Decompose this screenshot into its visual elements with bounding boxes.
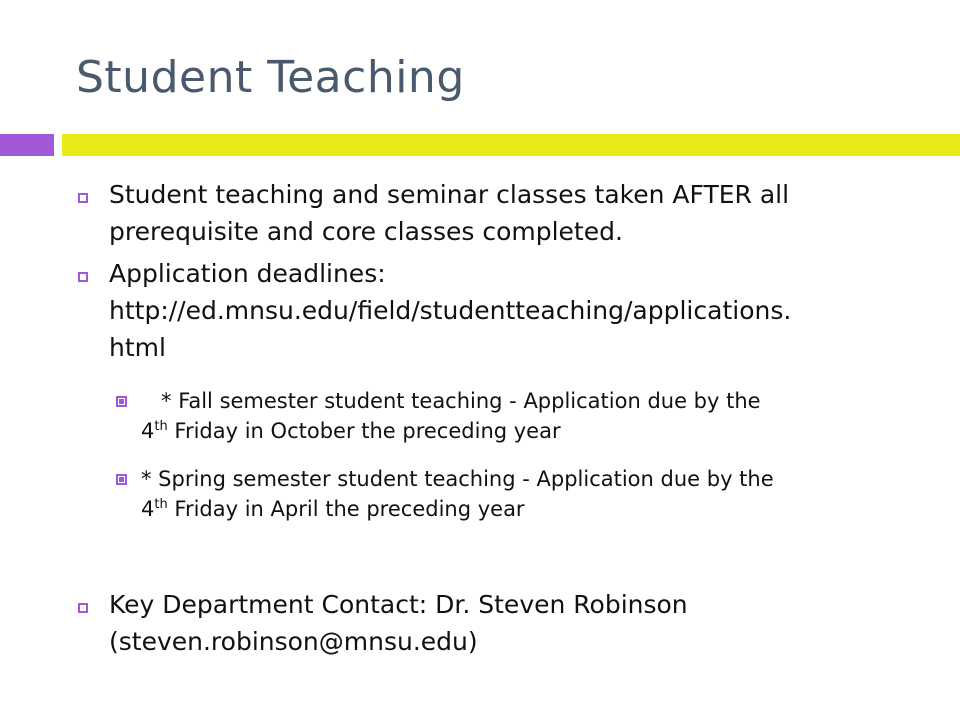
contact-email[interactable]: (steven.robinson@mnsu.edu) — [109, 627, 478, 656]
bullet-line: Application deadlines: — [109, 259, 386, 288]
bullet-marker-3 — [78, 603, 88, 613]
title-rule-yellow — [62, 134, 960, 156]
subbullet-marker-1 — [116, 396, 127, 407]
bullet-marker-2 — [78, 272, 88, 282]
page-title: Student Teaching — [76, 52, 465, 103]
bullet-line: prerequisite and core classes completed. — [109, 217, 623, 246]
subbullet-spring — [141, 464, 774, 524]
application-link[interactable]: http://ed.mnsu.edu/field/studentteaching/applications. — [109, 296, 792, 325]
bullet-line: Key Department Contact: Dr. Steven Robinson — [109, 590, 688, 619]
title-rule-purple — [0, 134, 54, 156]
subbullet-rest: Friday in October the preceding year — [167, 419, 561, 443]
ordinal-number: 4 — [141, 419, 155, 443]
subbullet-line — [141, 494, 774, 524]
ordinal-suffix: th — [154, 497, 168, 512]
subbullet-line: * Spring semester student teaching - Application due by the — [141, 467, 774, 491]
bullet-key-contact — [109, 586, 688, 660]
ordinal-suffix: th — [154, 419, 168, 434]
application-link-continued[interactable]: html — [109, 333, 166, 362]
bullet-marker-1 — [78, 193, 88, 203]
bullet-line: Student teaching and seminar classes taken AFTER all — [109, 180, 790, 209]
subbullet-line — [141, 416, 761, 446]
subbullet-line: * Fall semester student teaching - Application due by the — [141, 389, 761, 413]
subbullet-fall — [141, 386, 761, 446]
subbullet-rest: Friday in April the preceding year — [167, 497, 525, 521]
bullet-application-deadlines — [109, 255, 791, 366]
subbullet-marker-2 — [116, 474, 127, 485]
bullet-prerequisites — [109, 176, 789, 250]
ordinal-number: 4 — [141, 497, 155, 521]
